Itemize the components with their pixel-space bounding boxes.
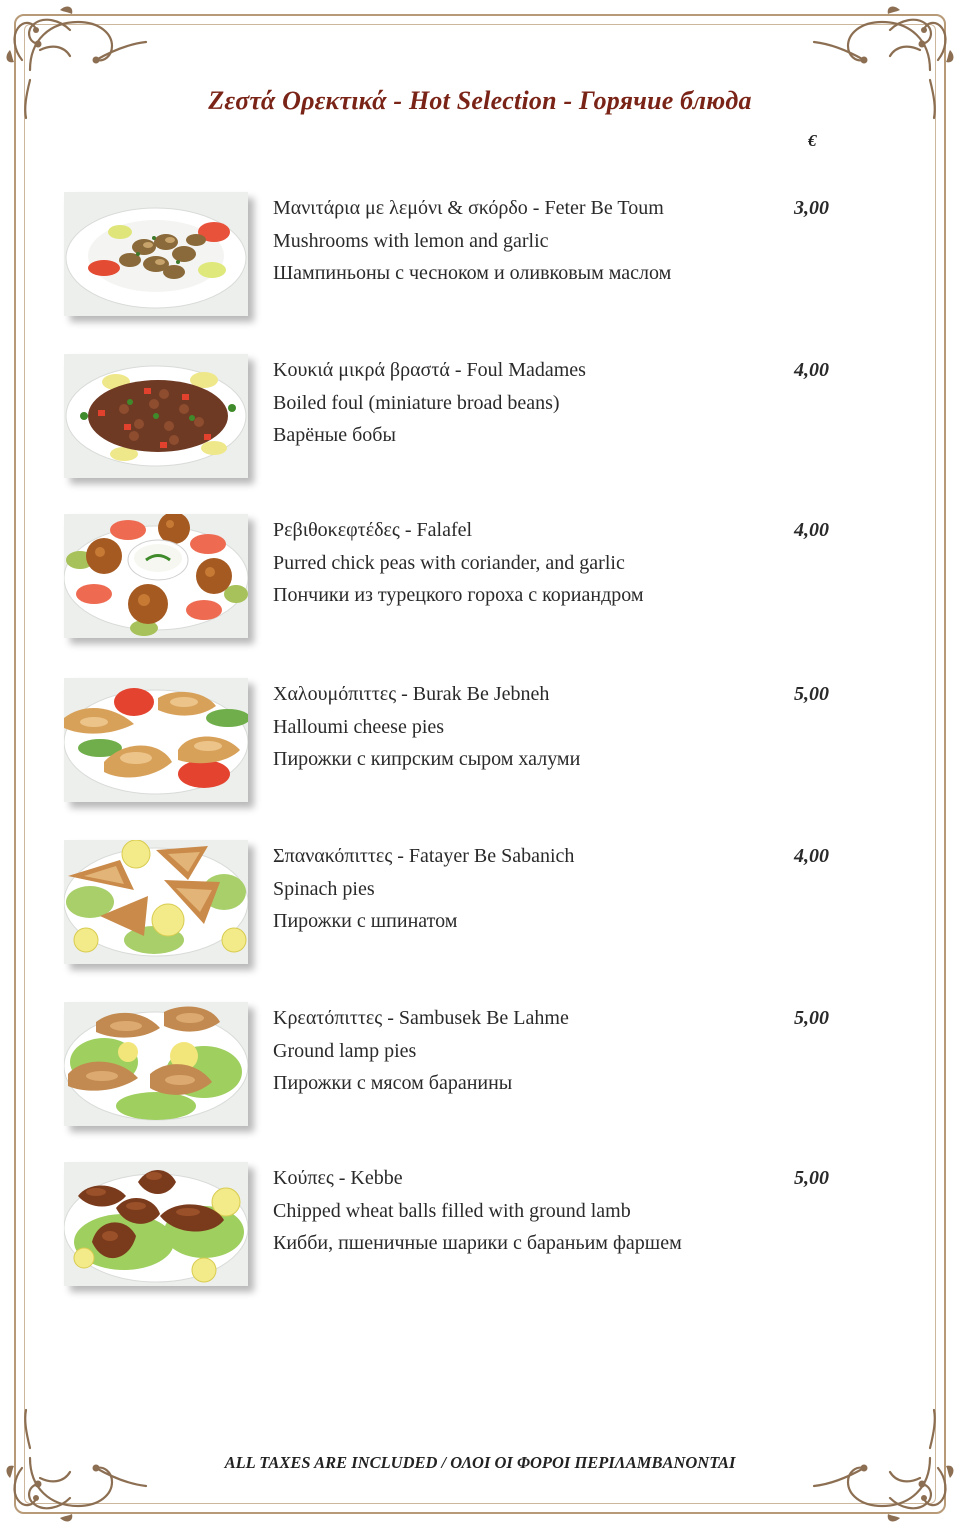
dish-photo-halloumi-pies bbox=[64, 678, 248, 802]
item-name-english: Purred chick peas with coriander, and garlic bbox=[273, 551, 625, 574]
item-name-russian: Кибби, пшеничные шарики с бараньим фаршем bbox=[273, 1232, 682, 1254]
page-title: Ζεστά Ορεκτικά - Hot Selection - Горячие блюда bbox=[208, 86, 752, 115]
item-name-russian: Пончики из турецкого гороха с кориандром bbox=[273, 584, 644, 606]
menu-item-spinach-pies bbox=[64, 840, 864, 975]
item-name-greek: Κούπες - Kebbe bbox=[273, 1167, 403, 1189]
menu-item-halloumi-pies bbox=[64, 678, 864, 813]
item-name-english: Halloumi cheese pies bbox=[273, 715, 445, 738]
item-price: 4,00 bbox=[794, 845, 829, 867]
item-name-russian: Пирожки с кипрским сыром халуми bbox=[273, 748, 581, 770]
menu-item-kebbe bbox=[64, 1162, 864, 1297]
item-price: 4,00 bbox=[794, 519, 829, 541]
item-name-english: Boiled foul (miniature broad beans) bbox=[273, 391, 560, 414]
item-price: 5,00 bbox=[794, 1167, 829, 1189]
item-name-english: Ground lamp pies bbox=[273, 1039, 417, 1062]
item-price: 5,00 bbox=[794, 683, 829, 705]
item-name-greek: Ρεβιθοκεφτέδες - Falafel bbox=[273, 519, 473, 541]
item-price: 5,00 bbox=[794, 1007, 829, 1029]
dish-photo-kebbe bbox=[64, 1162, 248, 1286]
menu-item-foul-madames bbox=[64, 354, 864, 489]
menu-item-lamb-pies bbox=[64, 1002, 864, 1137]
taxes-note: ALL TAXES ARE INCLUDED / ΟΛΟΙ ΟΙ ΦΟΡΟΙ ΠΕΡΙΛΑΜΒΑΝΟΝΤΑΙ bbox=[224, 1453, 736, 1472]
item-name-greek: Κουκιά μικρά βραστά - Foul Madames bbox=[273, 359, 586, 381]
dish-photo-foul-madames bbox=[64, 354, 248, 478]
dish-photo-mushrooms bbox=[64, 192, 248, 316]
item-name-greek: Κρεατόπιττες - Sambusek Be Lahme bbox=[273, 1007, 569, 1029]
item-name-russian: Пирожки с мясом баранины bbox=[273, 1072, 513, 1094]
item-name-greek: Χαλουμόπιττες - Burak Be Jebneh bbox=[273, 683, 550, 705]
menu-item-mushrooms bbox=[64, 192, 864, 327]
item-name-russian: Варёные бобы bbox=[273, 424, 396, 446]
item-name-english: Spinach pies bbox=[273, 877, 375, 900]
item-name-english: Mushrooms with lemon and garlic bbox=[273, 229, 549, 252]
dish-photo-lamb-pies bbox=[64, 1002, 248, 1126]
item-price: 4,00 bbox=[794, 359, 829, 381]
item-name-russian: Пирожки с шпинатом bbox=[273, 910, 458, 932]
item-name-russian: Шампиньоны с чесноком и оливковым маслом bbox=[273, 262, 672, 284]
menu-item-falafel bbox=[64, 514, 864, 649]
item-price: 3,00 bbox=[794, 197, 829, 219]
currency-symbol: € bbox=[808, 131, 817, 150]
item-name-english: Chipped wheat balls filled with ground lamb bbox=[273, 1199, 631, 1222]
dish-photo-spinach-pies bbox=[64, 840, 248, 964]
item-name-greek: Μανιτάρια με λεμόνι & σκόρδο - Feter Be Toum bbox=[273, 197, 664, 219]
dish-photo-falafel bbox=[64, 514, 248, 638]
item-name-greek: Σπανακόπιττες - Fatayer Be Sabanich bbox=[273, 845, 575, 867]
